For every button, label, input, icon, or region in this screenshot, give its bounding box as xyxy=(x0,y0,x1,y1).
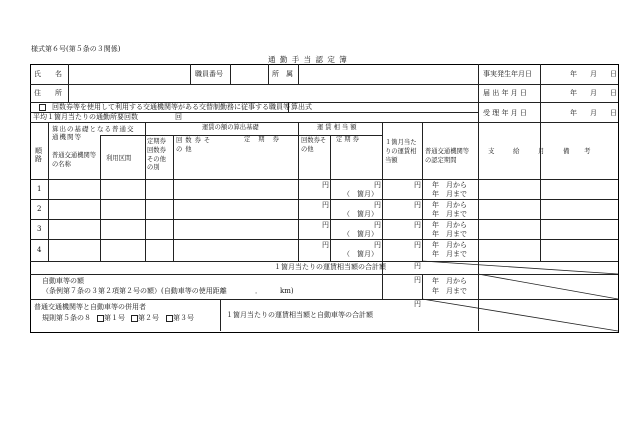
car-period-from: 年 月から xyxy=(432,277,467,285)
page-title: 通 勤 手 当 認 定 簿 xyxy=(268,55,348,64)
route-header: 順路 xyxy=(35,147,42,163)
basis-header: 算出の基礎となる普通交通機関等 xyxy=(52,125,135,142)
staff-number-field[interactable] xyxy=(231,65,267,83)
period-to: 年 月まで xyxy=(432,210,467,218)
count-yen: 円 xyxy=(322,241,329,249)
count-yen: 円 xyxy=(322,201,329,209)
period-from: 年 月から xyxy=(432,181,467,189)
monthly-fare-header: １箇月当たりの運賃相当額 xyxy=(385,139,417,164)
address-label: 住 所 xyxy=(34,89,62,97)
monthly-yen: 円 xyxy=(414,221,421,229)
name-label: 氏 名 xyxy=(34,70,62,78)
pass-yen: 円 xyxy=(374,201,381,209)
notification-date-value[interactable]: 年 月 日 xyxy=(570,89,620,97)
section-header: 利用区間 xyxy=(106,155,132,162)
staff-number-label: 職員番号 xyxy=(195,70,223,78)
shift-worker-checkbox[interactable] xyxy=(39,104,46,111)
row-number: 4 xyxy=(37,246,42,254)
ticket-type-header: 定期券回数券その他の別 xyxy=(147,138,166,172)
monthly-yen: 円 xyxy=(414,241,421,249)
average-trips-label: 平均１箇月当たりの通勤所要回数 xyxy=(33,113,138,121)
receipt-date-value[interactable]: 年 月 日 xyxy=(570,109,620,117)
car-amount-title: 自動車等の額 xyxy=(42,277,84,285)
amount-pass-header: 定期券 xyxy=(336,136,361,143)
transport-name-header: 普通交通機関等の名称 xyxy=(52,152,97,168)
pass-yen: 円 xyxy=(374,241,381,249)
fare-count-header: 回数券その他 xyxy=(176,137,214,153)
occurrence-date-label: 事実発生年月日 xyxy=(483,70,532,78)
count-yen: 円 xyxy=(322,221,329,229)
notification-date-label: 届 出 年 月 日 xyxy=(483,89,527,97)
row-number: 1 xyxy=(37,185,42,193)
pass-months: （ 箇月） xyxy=(343,210,378,218)
payment-month-header: 支 給 月 xyxy=(488,147,551,155)
remarks-header: 備 考 xyxy=(563,147,595,155)
monthly-yen: 円 xyxy=(414,201,421,209)
receipt-date-label: 受 理 年 月 日 xyxy=(483,109,527,117)
name-field[interactable] xyxy=(69,65,189,83)
period-to: 年 月まで xyxy=(432,230,467,238)
monthly-total-yen: 円 xyxy=(414,262,421,270)
fare-basis-header: 運賃の額の算出基礎 xyxy=(202,124,259,131)
certification-form xyxy=(30,64,618,332)
option-1-checkbox[interactable] xyxy=(97,315,104,322)
option-3-checkbox[interactable] xyxy=(166,315,173,322)
combined-yen: 円 xyxy=(414,300,421,308)
car-period-to: 年 月まで xyxy=(432,287,467,295)
option-2-label: 第２号 xyxy=(138,314,159,322)
row-number: 2 xyxy=(37,205,42,213)
option-1-label: 第１号 xyxy=(104,314,125,322)
shift-worker-label: 回数券等を使用して利用する交通機関等がある交替制勤務に従事する職員等 xyxy=(52,103,290,111)
row-number: 3 xyxy=(37,225,42,233)
period-to: 年 月まで xyxy=(432,190,467,198)
period-to: 年 月まで xyxy=(432,250,467,258)
occurrence-date-value[interactable]: 年 月 日 xyxy=(570,70,620,78)
count-yen: 円 xyxy=(322,181,329,189)
period-from: 年 月から xyxy=(432,241,467,249)
option-2-checkbox[interactable] xyxy=(131,315,138,322)
fare-pass-header: 定期券 xyxy=(244,136,287,143)
form-number: 様式第６号(第５条の３関係) xyxy=(31,45,121,53)
option-3-label: 第３号 xyxy=(173,314,194,322)
car-yen: 円 xyxy=(414,276,421,284)
formula-label: 算出式 xyxy=(291,103,312,111)
combined-total-label: １箇月当たりの運賃相当額と自動車等の合計額 xyxy=(226,311,373,319)
pass-months: （ 箇月） xyxy=(343,190,378,198)
monthly-yen: 円 xyxy=(414,181,421,189)
period-header: 普通交通機関等の認定期間 xyxy=(425,148,470,164)
combined-user-title: 普通交通機関等と自動車等の併用者 xyxy=(34,303,146,311)
pass-months: （ 箇月） xyxy=(343,230,378,238)
period-from: 年 月から xyxy=(432,201,467,209)
average-trips-unit: 回 xyxy=(175,113,182,121)
fare-amount-header: 運賃相当額 xyxy=(317,124,359,131)
pass-months: （ 箇月） xyxy=(343,250,378,258)
department-label: 所 属 xyxy=(272,70,293,78)
amount-count-header: 回数券その他 xyxy=(301,137,327,153)
car-distance-unit: km) xyxy=(280,287,294,295)
department-field[interactable] xyxy=(299,65,477,83)
combined-rule: 規則第５条の８ xyxy=(42,314,91,322)
car-distance-dot: ． xyxy=(255,287,262,295)
pass-yen: 円 xyxy=(374,221,381,229)
car-amount-detail: （条例第７条の３第２項第２号の額）(自動車等の使用距離 xyxy=(42,287,227,295)
address-field[interactable] xyxy=(69,85,477,101)
monthly-total-label: １箇月当たりの運賃相当額の合計額 xyxy=(274,263,386,271)
period-from: 年 月から xyxy=(432,221,467,229)
pass-yen: 円 xyxy=(374,181,381,189)
